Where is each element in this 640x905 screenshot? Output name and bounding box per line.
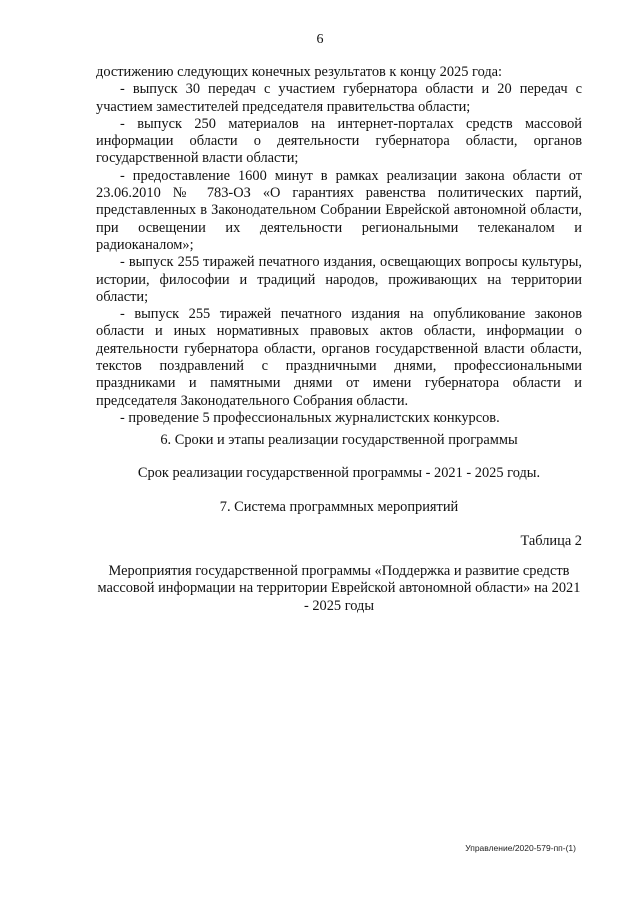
page-number: 6	[316, 32, 324, 47]
result-item: - предоставление 1600 минут в рамках реализации закона области от 23.06.2010 № 783-ОЗ «О гарантиях равенства политических партий, представленных в Законодательном Собрании Еврейской автономной области, при освещении их деятельности региональными телеканалом и радиоканалом»;	[96, 167, 582, 253]
section-7-heading: 7. Система программных мероприятий	[219, 499, 459, 515]
result-item: - выпуск 250 материалов на интернет-порталах средств массовой информации области о деятельности губернатора области, органов государственной власти области;	[96, 115, 582, 167]
section-6-text: Срок реализации государственной программы - 2021 - 2025 годы.	[137, 465, 541, 481]
table-label: Таблица 2	[520, 533, 582, 549]
table-caption: Мероприятия государственной программы «Поддержка и развитие средств массовой информации на территории Еврейской автономной области» на 2021 - 2025 годы	[97, 563, 581, 614]
document-reference: Управление/2020-579-пп-(1)	[465, 843, 576, 853]
result-item: - выпуск 255 тиражей печатного издания, освещающих вопросы культуры, истории, философии и традиций народов, проживающих на территории области;	[96, 254, 582, 305]
result-item: - проведение 5 профессиональных журналистских конкурсов.	[120, 409, 500, 426]
results-list	[96, 64, 582, 427]
result-item: - выпуск 255 тиражей печатного издания на опубликование законов области и иных нормативных правовых актов области, информации о деятельности губернатора области, органов государственной власти области, текстов поздравлений с праздничными днями, профессиональными праздниками и памятными днями от имени губернатора области и председателя Законодательного Собрания области.	[96, 306, 582, 409]
section-6-heading: 6. Сроки и этапы реализации государственной программы	[160, 432, 518, 448]
results-intro: достижению следующих конечных результатов к концу 2025 года:	[96, 64, 503, 80]
result-item: - выпуск 30 передач с участием губернатора области и 20 передач с участием заместителей председателя правительства области;	[96, 81, 582, 115]
